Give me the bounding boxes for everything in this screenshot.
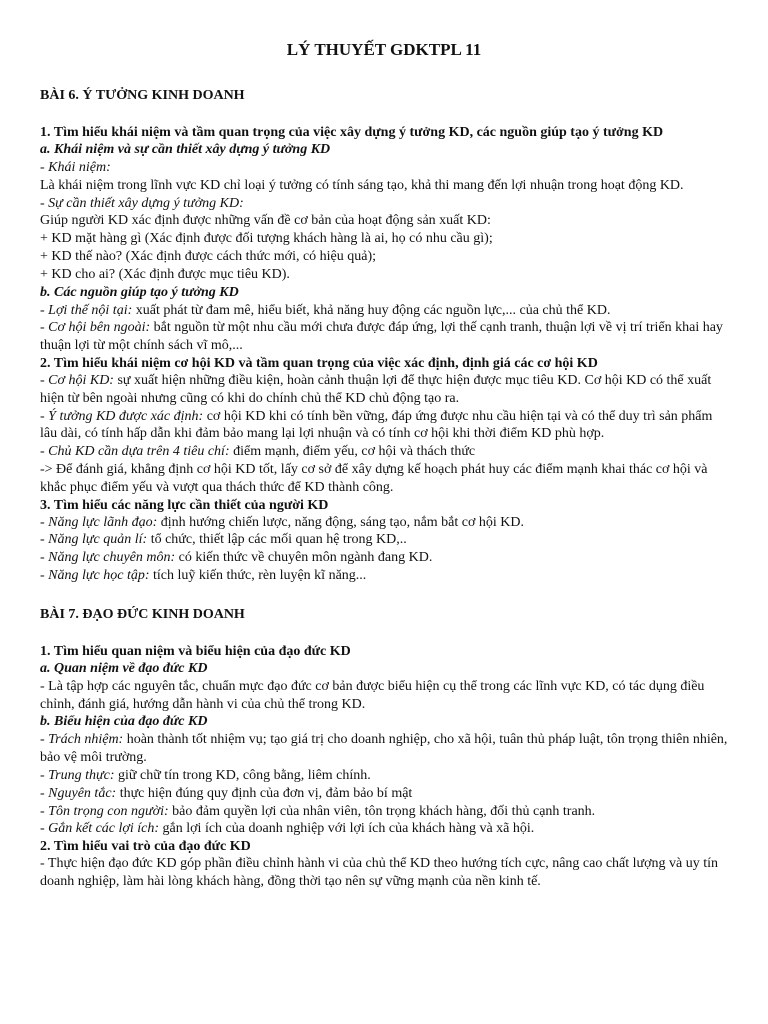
lesson-6-section-1-heading: 1. Tìm hiểu khái niệm và tầm quan trọng của việc xây dựng ý tưởng KD, các nguồn giúp tạo ý tưởng KD bbox=[40, 125, 664, 140]
concept-label: - Khái niệm: bbox=[40, 160, 111, 175]
item-text: cơ hội KD khi có tính bền vững, đáp ứng được nhu cầu hiện tại và có thể duy trì sản phẩm lâu dài, có tính hấp dẫn khi đảm bảo mang lại lợi nhuận và có tính cơ hội khi thời điểm KD phù hợp. bbox=[40, 408, 713, 442]
item-text: định hướng chiến lược, năng động, sáng tạo, nắm bắt cơ hội KD. bbox=[157, 514, 525, 530]
role-paragraph: - Thực hiện đạo đức KD góp phần điều chỉnh hành vi của chủ thể KD theo hướng tích cực, nâng cao chất lượng và uy tín doanh nghiệp, làm hài lòng khách hàng, đồng thời tạo nên sự vững mạnh của nền kinh tế. bbox=[40, 856, 719, 889]
item-label: - Năng lực quản lí: bbox=[40, 532, 148, 548]
item-text: giữ chữ tín trong KD, công bằng, liêm chính. bbox=[114, 767, 371, 783]
lesson-6-heading: BÀI 6. Ý TƯỞNG KINH DOANH bbox=[40, 88, 245, 103]
item-text: xuất phát từ đam mê, hiểu biết, khả năng huy động các nguồn lực,... của chủ thể KD. bbox=[132, 302, 611, 318]
bullet-item: + KD thế nào? (Xác định được cách thức mới, có hiệu quả); bbox=[40, 248, 377, 264]
lesson-6-section-2-heading: 2. Tìm hiểu khái niệm cơ hội KD và tầm quan trọng của việc xác định, định giá các cơ hội KD bbox=[40, 355, 598, 371]
item-label: - Năng lực lãnh đạo: bbox=[40, 514, 158, 530]
item-text: tổ chức, thiết lập các mối quan hệ trong KD,.. bbox=[147, 532, 407, 548]
lesson-7-section-2-heading: 2. Tìm hiểu vai trò của đạo đức KD bbox=[40, 839, 251, 855]
necessity-paragraph: Giúp người KD xác định được những vấn đề cơ bản của hoạt động sản xuất KD: bbox=[40, 213, 491, 229]
list-item bbox=[40, 531, 728, 549]
necessity-label: - Sự cần thiết xây dựng ý tưởng KD: bbox=[40, 195, 244, 211]
item-label: - Gắn kết các lợi ích: bbox=[40, 821, 160, 837]
list-item bbox=[40, 567, 728, 585]
list-item bbox=[40, 319, 728, 355]
list-item bbox=[40, 767, 728, 785]
list-item bbox=[40, 549, 728, 567]
item-text: thực hiện đúng quy định của đơn vị, đảm bảo bí mật bbox=[116, 785, 413, 801]
document-title: LÝ THUYẾT GDKTPL 11 bbox=[286, 40, 482, 59]
item-text: bắt nguồn từ một nhu cầu mới chưa được đáp ứng, lợi thế cạnh tranh, thuận lợi về vị trí triển khai hay thuận lợi từ một chính sách vĩ mô,... bbox=[40, 320, 723, 354]
item-label: - Cơ hội KD: bbox=[40, 372, 114, 388]
item-label: - Trách nhiệm: bbox=[40, 732, 124, 748]
item-label: - Lợi thế nội tại: bbox=[40, 302, 133, 318]
list-item bbox=[40, 820, 728, 838]
item-text: bảo đảm quyền lợi của nhân viên, tôn trọng khách hàng, đối thủ cạnh tranh. bbox=[168, 803, 596, 819]
list-item bbox=[40, 372, 728, 408]
item-label: - Ý tưởng KD được xác định: bbox=[40, 408, 204, 424]
item-label: - Năng lực chuyên môn: bbox=[40, 550, 176, 566]
item-label: - Nguyên tắc: bbox=[40, 785, 117, 801]
item-text: tích luỹ kiến thức, rèn luyện kĩ năng... bbox=[149, 567, 367, 583]
item-label: - Năng lực học tập: bbox=[40, 567, 150, 583]
conclusion-paragraph: -> Để đánh giá, khẳng định cơ hội KD tốt, lấy cơ sở để xây dựng kế hoạch phát huy các điểm mạnh khai thác cơ hội và khắc phục điểm yếu và vượt qua thách thức để KD thành công. bbox=[40, 461, 708, 495]
list-item bbox=[40, 443, 728, 461]
bullet-item: + KD cho ai? (Xác định được mục tiêu KD). bbox=[40, 266, 290, 282]
lesson-7-section-1-heading: 1. Tìm hiểu quan niệm và biểu hiện của đạo đức KD bbox=[40, 643, 351, 659]
lesson-7-subsection-1b-heading: b. Biểu hiện của đạo đức KD bbox=[40, 714, 208, 730]
lesson-7-heading: BÀI 7. ĐẠO ĐỨC KINH DOANH bbox=[40, 606, 245, 622]
list-item bbox=[40, 408, 728, 444]
item-label: - Trung thực: bbox=[40, 767, 115, 783]
list-item bbox=[40, 514, 728, 532]
item-label: - Cơ hội bên ngoài: bbox=[40, 320, 151, 336]
bullet-item: + KD mặt hàng gì (Xác định được đối tượng khách hàng là ai, họ có nhu cầu gì); bbox=[40, 231, 493, 247]
item-text: điểm mạnh, điểm yếu, cơ hội và thách thức bbox=[229, 444, 476, 460]
lesson-6-subsection-1b-heading: b. Các nguồn giúp tạo ý tưởng KD bbox=[40, 284, 239, 300]
item-text: hoàn thành tốt nhiệm vụ; tạo giá trị cho doanh nghiệp, cho xã hội, tuân thủ pháp luật, tôn trọng thiên nhiên, bảo vệ môi trường. bbox=[40, 732, 728, 766]
item-label: - Tôn trọng con người: bbox=[40, 803, 169, 819]
lesson-7-subsection-1a-heading: a. Quan niệm về đạo đức KD bbox=[40, 660, 208, 676]
item-label: - Chủ KD cần dựa trên 4 tiêu chí: bbox=[40, 444, 230, 460]
concept-paragraph: Là khái niệm trong lĩnh vực KD chỉ loại ý tưởng có tính sáng tạo, khả thi mang đến lợi nhuận trong hoạt động KD. bbox=[40, 177, 684, 193]
lesson-6-section-3-heading: 3. Tìm hiểu các năng lực cần thiết của người KD bbox=[40, 497, 329, 513]
list-item bbox=[40, 785, 728, 803]
item-text: sự xuất hiện những điều kiện, hoàn cảnh thuận lợi để thực hiện được mục tiêu KD. Cơ hội KD có thể xuất hiện từ bên ngoài nhưng cũng có khi do chính chủ thể KD chủ động tạo ra. bbox=[40, 372, 712, 406]
list-item bbox=[40, 302, 728, 320]
concept-paragraph: - Là tập hợp các nguyên tắc, chuẩn mực đạo đức cơ bản được biểu hiện cụ thể trong các lĩnh vực KD, có tác dụng điều chỉnh, đánh giá, hướng dẫn hành vi của chủ thể trong KD. bbox=[40, 678, 705, 712]
item-text: gắn lợi ích của doanh nghiệp với lợi ích của khách hàng và xã hội. bbox=[159, 821, 535, 837]
item-text: có kiến thức về chuyên môn ngành đang KD. bbox=[175, 550, 433, 566]
list-item bbox=[40, 803, 728, 821]
lesson-6-subsection-1a-heading: a. Khái niệm và sự cần thiết xây dựng ý tưởng KD bbox=[40, 142, 331, 157]
list-item bbox=[40, 731, 728, 767]
